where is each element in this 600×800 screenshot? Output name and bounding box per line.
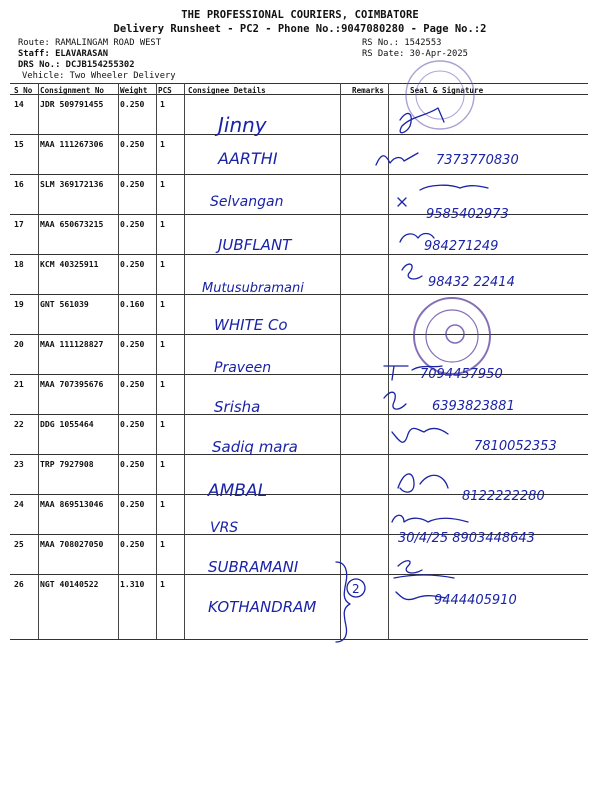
signature-18 [402,264,422,279]
handwritten-consignees [202,113,316,616]
pcs-cell: 1 [160,299,165,309]
consignment-no-cell: MAA 111267306 [40,139,104,149]
signature-phone-number: 7810052353 [474,439,557,454]
sno-cell: 21 [14,379,24,389]
consignment-no-cell: GNT 561039 [40,299,89,309]
signature-21 [384,392,406,409]
weight-header: Weight [120,86,148,95]
signature-phone-number: 9444405910 [434,593,517,608]
signature-phone-number: 98432 22414 [428,275,515,290]
pcs-cell: 1 [160,379,165,389]
consignment-no-cell: MAA 707395676 [40,379,104,389]
weight-cell: 0.250 [120,179,145,189]
pcs-cell: 1 [160,499,165,509]
sno-cell: 19 [14,299,24,309]
consignment-no-cell: NGT 40140522 [40,579,99,589]
signature-25 [394,561,454,578]
consignment-no-cell: MAA 650673215 [40,219,104,229]
signature-phone-number: 30/4/25 8903448643 [398,531,535,546]
pcs-cell: 1 [160,139,165,149]
company-stamp-white-co [414,298,490,374]
signature-16 [398,185,488,206]
annotation-bracket [336,562,350,642]
consignee-handwriting: Jinny [218,113,267,137]
weight-cell: 0.160 [120,299,145,309]
document-subtitle: Delivery Runsheet - PC2 - Phone No.:9047080280 - Page No.:2 [113,23,487,35]
consignee-handwriting: Selvangan [210,194,284,210]
sno-cell: 20 [14,339,24,349]
consignment-no-cell: MAA 111128827 [40,339,104,349]
rs-date-value: 30-Apr-2025 [409,49,468,59]
consignee-handwriting: Praveen [214,360,272,376]
pcs-cell: 1 [160,579,165,589]
sno-cell: 26 [14,579,24,589]
consignment-no-cell: DDG 1055464 [40,419,94,429]
consignee-handwriting: AARTHI [218,149,278,168]
sno-cell: 22 [14,419,24,429]
consignment-no-cell: SLM 369172136 [40,179,104,189]
consignee-handwriting: SUBRAMANI [208,558,299,576]
handwritten-phone-numbers [398,153,557,608]
weight-cell: 0.250 [120,539,145,549]
route-label: Route: [18,38,50,48]
weight-cell: 0.250 [120,499,145,509]
pcs-cell: 1 [160,419,165,429]
sno-cell: 24 [14,499,24,509]
consignment-no-cell: JDR 509791455 [40,99,104,109]
weight-cell: 0.250 [120,219,145,229]
pcs-cell: 1 [160,459,165,469]
company-stamp-top [406,61,474,129]
signature-22 [392,428,448,442]
weight-cell: 0.250 [120,379,145,389]
weight-cell: 1.310 [120,579,145,589]
consignee-handwriting: WHITE Co [214,316,288,334]
seal-signature-header: Seal & Signature [410,86,484,95]
route-value: RAMALINGAM ROAD WEST [55,38,162,48]
pcs-cell: 1 [160,99,165,109]
sno-cell: 16 [14,179,24,189]
signature-23 [398,474,448,492]
pcs-header: PCS [158,86,172,95]
sno-cell: 18 [14,259,24,269]
sno-cell: 23 [14,459,24,469]
weight-cell: 0.250 [120,459,145,469]
consignment-no-cell: TRP 7927908 [40,459,94,469]
consignee-handwriting: JUBFLANT [218,236,292,254]
consignee-handwriting: Mutusubramani [202,281,304,296]
weight-cell: 0.250 [120,259,145,269]
consignee-header: Consignee Details [188,86,266,95]
staff-value: ELAVARASAN [55,49,109,59]
sno-cell: 14 [14,99,24,109]
vehicle-label: Vehicle: [22,71,65,81]
pcs-cell: 1 [160,539,165,549]
signature-phone-number: 7373770830 [436,153,519,168]
consignment-no-cell: MAA 869513046 [40,499,104,509]
consignee-handwriting: VRS [210,520,239,536]
annotation-number: 2 [352,582,360,596]
signature-phone-number: 9585402973 [426,207,509,222]
weight-cell: 0.250 [120,99,145,109]
pcs-cell: 1 [160,219,165,229]
consignee-handwriting: KOTHANDRAM [208,598,317,616]
rs-date-label: RS Date: [362,49,405,59]
consignment-no-cell: KCM 40325911 [40,259,99,269]
pcs-cell: 1 [160,339,165,349]
sno-cell: 17 [14,219,24,229]
weight-cell: 0.250 [120,339,145,349]
remarks-header: Remarks [352,86,385,95]
pcs-cell: 1 [160,179,165,189]
sno-cell: 15 [14,139,24,149]
vehicle-value: Two Wheeler Delivery [69,71,176,81]
drs-label: DRS No.: [18,60,61,70]
rs-no-label: RS No.: [362,38,400,48]
weight-cell: 0.250 [120,419,145,429]
drs-value: DCJB154255302 [65,60,135,70]
sno-header: S No [14,86,33,95]
signature-phone-number: 6393823881 [432,399,515,414]
signature-phone-number: 7094457950 [420,367,503,382]
weight-cell: 0.250 [120,139,145,149]
consignee-handwriting: AMBAL [208,481,268,501]
pcs-cell: 1 [160,259,165,269]
signature-phone-number: 8122222280 [462,489,545,504]
signature-15 [376,153,418,165]
consignment-no-cell: MAA 708027050 [40,539,104,549]
consignee-handwriting: Sadiq mara [212,438,298,456]
consignment-header: Consignment No [40,86,105,95]
staff-label: Staff: [18,49,50,59]
consignee-handwriting: Srisha [214,398,261,416]
rs-no-value: 1542553 [404,38,442,48]
signature-24 [392,515,468,522]
signature-phone-number: 984271249 [424,239,499,254]
document-title: THE PROFESSIONAL COURIERS, COIMBATORE [181,9,419,21]
sno-cell: 25 [14,539,24,549]
